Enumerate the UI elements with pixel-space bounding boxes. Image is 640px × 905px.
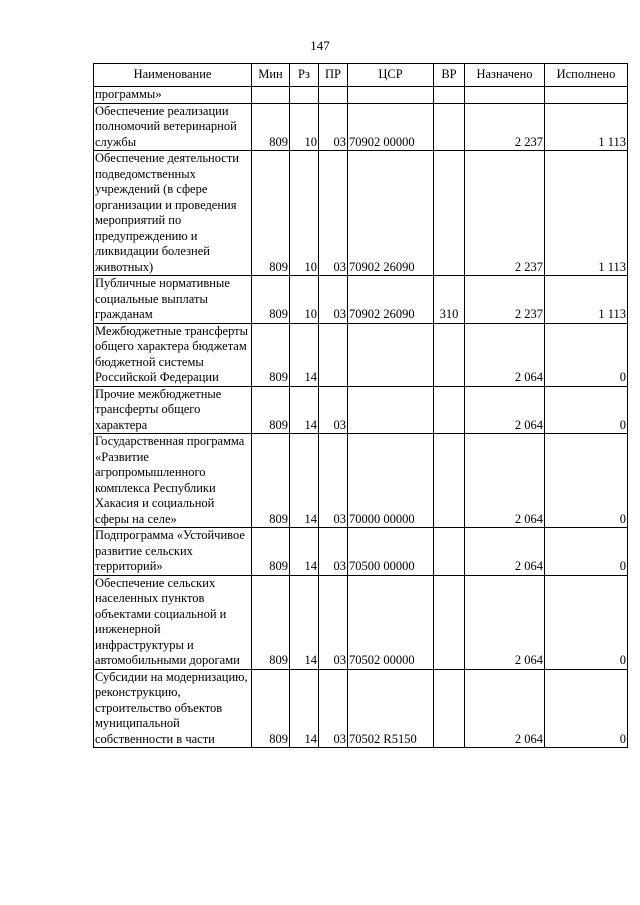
table-row [94,103,628,151]
cell-rz: 14 [290,575,319,669]
cell-pr: 03 [319,276,348,324]
cell-executed [545,87,628,104]
cell-pr [319,323,348,386]
cell-pr: 03 [319,103,348,151]
table-row [94,434,628,528]
header-assigned: Назначено [465,64,545,87]
cell-csr: 70500 00000 [348,528,434,576]
cell-rz: 14 [290,434,319,528]
cell-vr [434,151,465,276]
cell-vr: 310 [434,276,465,324]
cell-pr: 03 [319,575,348,669]
table-row [94,669,628,748]
header-name: Наименование [94,64,252,87]
cell-vr [434,323,465,386]
budget-table [93,63,628,748]
cell-vr [434,87,465,104]
cell-csr [348,87,434,104]
cell-pr: 03 [319,528,348,576]
cell-min: 809 [252,669,290,748]
cell-pr [319,87,348,104]
cell-assigned [465,87,545,104]
cell-min: 809 [252,103,290,151]
cell-executed: 0 [545,323,628,386]
cell-csr: 70502 R5150 [348,669,434,748]
cell-min: 809 [252,575,290,669]
cell-name: Обеспечение сельских населенных пунктов объектами социальной и инженерной инфраструктуры и автомобильными дорогами [94,575,252,669]
header-rz: Рз [290,64,319,87]
cell-assigned: 2 237 [465,151,545,276]
cell-vr [434,669,465,748]
cell-vr [434,386,465,434]
cell-assigned: 2 064 [465,669,545,748]
cell-rz: 10 [290,103,319,151]
cell-vr [434,575,465,669]
cell-executed: 0 [545,575,628,669]
cell-vr [434,528,465,576]
header-vr: ВР [434,64,465,87]
cell-csr: 70902 26090 [348,151,434,276]
cell-name: Обеспечение реализации полномочий ветеринарной службы [94,103,252,151]
cell-assigned: 2 237 [465,103,545,151]
cell-min: 809 [252,434,290,528]
cell-min: 809 [252,323,290,386]
cell-min: 809 [252,386,290,434]
header-pr: ПР [319,64,348,87]
cell-pr: 03 [319,151,348,276]
cell-rz: 14 [290,528,319,576]
cell-assigned: 2 064 [465,434,545,528]
cell-rz: 14 [290,323,319,386]
cell-assigned: 2 064 [465,323,545,386]
cell-rz: 14 [290,386,319,434]
table-row [94,323,628,386]
cell-name: Государственная программа «Развитие агропромышленного комплекса Республики Хакасия и социальной сферы на селе» [94,434,252,528]
cell-min: 809 [252,276,290,324]
cell-name: Межбюджетные трансферты общего характера бюджетам бюджетной системы Российской Федерации [94,323,252,386]
cell-name: Субсидии на модернизацию, реконструкцию, строительство объектов муниципальной собственности в части [94,669,252,748]
cell-executed: 0 [545,434,628,528]
cell-assigned: 2 237 [465,276,545,324]
header-row [94,64,628,87]
cell-assigned: 2 064 [465,575,545,669]
table-row [94,386,628,434]
table-row [94,528,628,576]
cell-rz: 14 [290,669,319,748]
cell-csr: 70902 26090 [348,276,434,324]
cell-vr [434,434,465,528]
cell-executed: 1 113 [545,151,628,276]
cell-min: 809 [252,528,290,576]
cell-name: программы» [94,87,252,104]
cell-csr: 70000 00000 [348,434,434,528]
cell-executed: 1 113 [545,276,628,324]
table-row [94,276,628,324]
header-min: Мин [252,64,290,87]
cell-pr: 03 [319,386,348,434]
table-row [94,87,628,104]
header-executed: Исполнено [545,64,628,87]
table-row [94,575,628,669]
cell-csr [348,323,434,386]
cell-executed: 1 113 [545,103,628,151]
cell-min [252,87,290,104]
table-row [94,151,628,276]
cell-csr: 70902 00000 [348,103,434,151]
cell-name: Прочие межбюджетные трансферты общего характера [94,386,252,434]
cell-executed: 0 [545,669,628,748]
page-number: 147 [310,38,330,53]
cell-name: Обеспечение деятельности подведомственных учреждений (в сфере организации и проведения мероприятий по предупреждению и ликвидации болезней животных) [94,151,252,276]
cell-assigned: 2 064 [465,386,545,434]
cell-name: Публичные нормативные социальные выплаты гражданам [94,276,252,324]
cell-vr [434,103,465,151]
cell-csr: 70502 00000 [348,575,434,669]
cell-pr: 03 [319,669,348,748]
cell-assigned: 2 064 [465,528,545,576]
cell-executed: 0 [545,386,628,434]
cell-executed: 0 [545,528,628,576]
cell-rz [290,87,319,104]
cell-rz: 10 [290,151,319,276]
header-csr: ЦСР [348,64,434,87]
cell-pr: 03 [319,434,348,528]
cell-name: Подпрограмма «Устойчивое развитие сельских территорий» [94,528,252,576]
cell-min: 809 [252,151,290,276]
cell-rz: 10 [290,276,319,324]
cell-csr [348,386,434,434]
